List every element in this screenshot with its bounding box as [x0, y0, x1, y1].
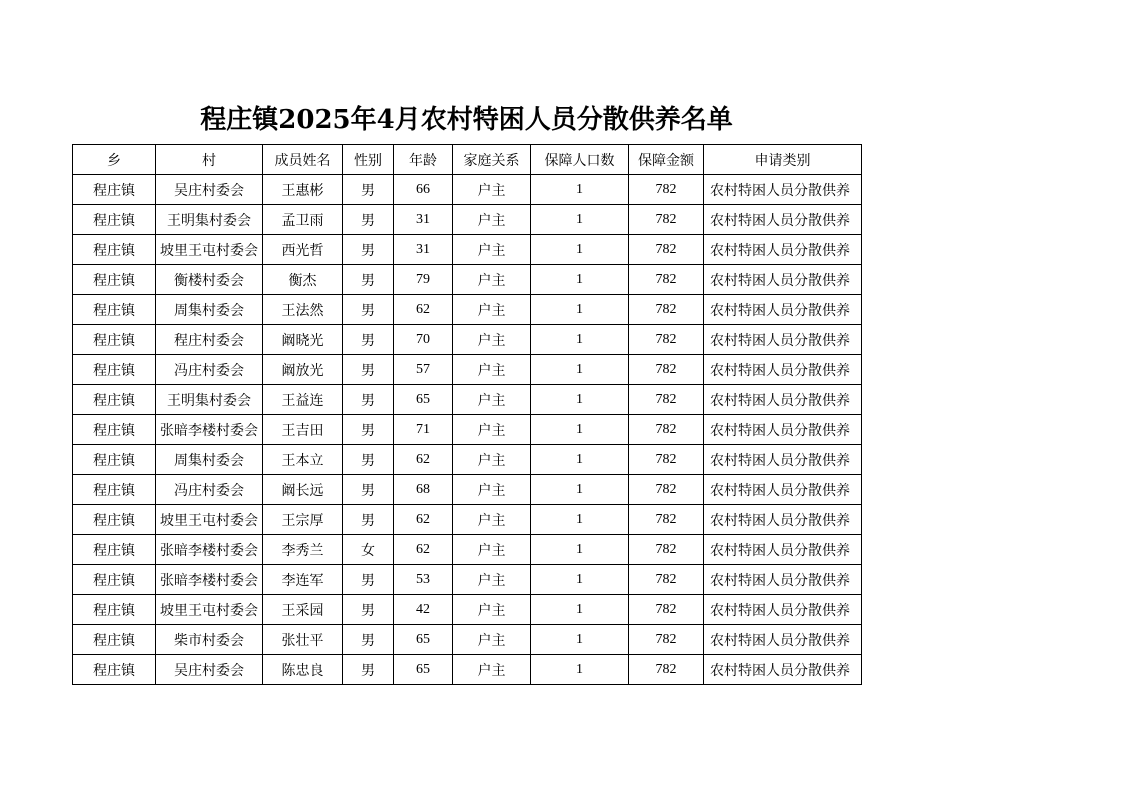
cell-village: 坡里王屯村委会	[156, 595, 263, 625]
cell-family-relation: 户主	[453, 265, 531, 295]
cell-gender: 男	[343, 295, 394, 325]
cell-family-relation: 户主	[453, 415, 531, 445]
cell-member-name: 衡杰	[263, 265, 343, 295]
cell-family-relation: 户主	[453, 385, 531, 415]
cell-township: 程庄镇	[73, 205, 156, 235]
table-row	[73, 475, 862, 505]
cell-application-category: 农村特困人员分散供养	[704, 475, 862, 505]
cell-age: 62	[394, 535, 453, 565]
cell-benefit-amount: 782	[629, 385, 704, 415]
cell-township: 程庄镇	[73, 625, 156, 655]
cell-age: 79	[394, 265, 453, 295]
cell-age: 62	[394, 505, 453, 535]
cell-covered-persons: 1	[531, 625, 629, 655]
cell-age: 65	[394, 655, 453, 685]
cell-covered-persons: 1	[531, 205, 629, 235]
cell-benefit-amount: 782	[629, 505, 704, 535]
cell-benefit-amount: 782	[629, 655, 704, 685]
cell-application-category: 农村特困人员分散供养	[704, 505, 862, 535]
cell-village: 坡里王屯村委会	[156, 505, 263, 535]
cell-village: 吴庄村委会	[156, 175, 263, 205]
cell-member-name: 王法然	[263, 295, 343, 325]
cell-gender: 男	[343, 475, 394, 505]
cell-benefit-amount: 782	[629, 625, 704, 655]
cell-township: 程庄镇	[73, 415, 156, 445]
cell-township: 程庄镇	[73, 175, 156, 205]
cell-township: 程庄镇	[73, 295, 156, 325]
cell-member-name: 王本立	[263, 445, 343, 475]
cell-village: 周集村委会	[156, 295, 263, 325]
cell-benefit-amount: 782	[629, 475, 704, 505]
cell-age: 71	[394, 415, 453, 445]
cell-township: 程庄镇	[73, 475, 156, 505]
cell-covered-persons: 1	[531, 565, 629, 595]
page-title: 程庄镇2025年4月农村特困人员分散供养名单	[200, 105, 733, 135]
cell-member-name: 西光哲	[263, 235, 343, 265]
cell-age: 62	[394, 445, 453, 475]
cell-township: 程庄镇	[73, 505, 156, 535]
cell-covered-persons: 1	[531, 595, 629, 625]
cell-township: 程庄镇	[73, 355, 156, 385]
table-header-row	[73, 145, 862, 175]
cell-benefit-amount: 782	[629, 415, 704, 445]
cell-member-name: 孟卫雨	[263, 205, 343, 235]
cell-member-name: 王宗厚	[263, 505, 343, 535]
cell-age: 65	[394, 385, 453, 415]
table-row	[73, 295, 862, 325]
cell-village: 张暗李楼村委会	[156, 535, 263, 565]
cell-gender: 男	[343, 415, 394, 445]
cell-gender: 男	[343, 175, 394, 205]
header-gender: 性别	[343, 145, 394, 175]
cell-township: 程庄镇	[73, 325, 156, 355]
cell-gender: 男	[343, 265, 394, 295]
cell-township: 程庄镇	[73, 595, 156, 625]
table-row	[73, 265, 862, 295]
cell-member-name: 王惠彬	[263, 175, 343, 205]
cell-village: 吴庄村委会	[156, 655, 263, 685]
cell-village: 冯庄村委会	[156, 355, 263, 385]
cell-covered-persons: 1	[531, 355, 629, 385]
cell-benefit-amount: 782	[629, 565, 704, 595]
cell-age: 62	[394, 295, 453, 325]
cell-age: 68	[394, 475, 453, 505]
header-family-relation: 家庭关系	[453, 145, 531, 175]
cell-benefit-amount: 782	[629, 355, 704, 385]
cell-gender: 男	[343, 565, 394, 595]
cell-application-category: 农村特困人员分散供养	[704, 295, 862, 325]
cell-benefit-amount: 782	[629, 175, 704, 205]
header-township: 乡	[73, 145, 156, 175]
table-row	[73, 535, 862, 565]
cell-village: 坡里王屯村委会	[156, 235, 263, 265]
cell-village: 张暗李楼村委会	[156, 415, 263, 445]
table-row	[73, 205, 862, 235]
cell-age: 65	[394, 625, 453, 655]
header-benefit-amount: 保障金额	[629, 145, 704, 175]
cell-member-name: 阚晓光	[263, 325, 343, 355]
cell-gender: 男	[343, 445, 394, 475]
cell-application-category: 农村特困人员分散供养	[704, 175, 862, 205]
cell-application-category: 农村特困人员分散供养	[704, 385, 862, 415]
table-row	[73, 235, 862, 265]
cell-covered-persons: 1	[531, 445, 629, 475]
cell-gender: 男	[343, 205, 394, 235]
cell-gender: 男	[343, 625, 394, 655]
cell-member-name: 王吉田	[263, 415, 343, 445]
table-row	[73, 445, 862, 475]
cell-age: 57	[394, 355, 453, 385]
cell-township: 程庄镇	[73, 565, 156, 595]
cell-family-relation: 户主	[453, 505, 531, 535]
cell-age: 53	[394, 565, 453, 595]
header-application-category: 申请类别	[704, 145, 862, 175]
cell-application-category: 农村特困人员分散供养	[704, 205, 862, 235]
cell-age: 42	[394, 595, 453, 625]
cell-member-name: 张壮平	[263, 625, 343, 655]
table-row	[73, 505, 862, 535]
cell-family-relation: 户主	[453, 475, 531, 505]
cell-covered-persons: 1	[531, 175, 629, 205]
cell-family-relation: 户主	[453, 235, 531, 265]
table-row	[73, 655, 862, 685]
cell-application-category: 农村特困人员分散供养	[704, 655, 862, 685]
cell-application-category: 农村特困人员分散供养	[704, 355, 862, 385]
cell-family-relation: 户主	[453, 535, 531, 565]
header-member-name: 成员姓名	[263, 145, 343, 175]
table-row	[73, 595, 862, 625]
cell-gender: 女	[343, 535, 394, 565]
table-row	[73, 325, 862, 355]
cell-family-relation: 户主	[453, 625, 531, 655]
cell-covered-persons: 1	[531, 505, 629, 535]
beneficiary-table	[72, 144, 862, 685]
cell-member-name: 阚放光	[263, 355, 343, 385]
cell-benefit-amount: 782	[629, 235, 704, 265]
cell-township: 程庄镇	[73, 265, 156, 295]
cell-covered-persons: 1	[531, 325, 629, 355]
cell-covered-persons: 1	[531, 295, 629, 325]
cell-application-category: 农村特困人员分散供养	[704, 625, 862, 655]
cell-township: 程庄镇	[73, 535, 156, 565]
cell-village: 王明集村委会	[156, 385, 263, 415]
table-row	[73, 565, 862, 595]
cell-family-relation: 户主	[453, 295, 531, 325]
cell-village: 衡楼村委会	[156, 265, 263, 295]
table-row	[73, 355, 862, 385]
cell-covered-persons: 1	[531, 415, 629, 445]
cell-township: 程庄镇	[73, 655, 156, 685]
cell-gender: 男	[343, 595, 394, 625]
header-age: 年龄	[394, 145, 453, 175]
cell-benefit-amount: 782	[629, 325, 704, 355]
cell-application-category: 农村特困人员分散供养	[704, 565, 862, 595]
header-covered-persons: 保障人口数	[531, 145, 629, 175]
cell-family-relation: 户主	[453, 595, 531, 625]
cell-township: 程庄镇	[73, 445, 156, 475]
cell-benefit-amount: 782	[629, 535, 704, 565]
cell-gender: 男	[343, 655, 394, 685]
cell-application-category: 农村特困人员分散供养	[704, 595, 862, 625]
cell-gender: 男	[343, 325, 394, 355]
cell-benefit-amount: 782	[629, 205, 704, 235]
cell-member-name: 李连军	[263, 565, 343, 595]
cell-township: 程庄镇	[73, 235, 156, 265]
cell-age: 70	[394, 325, 453, 355]
cell-family-relation: 户主	[453, 565, 531, 595]
cell-application-category: 农村特困人员分散供养	[704, 535, 862, 565]
cell-family-relation: 户主	[453, 355, 531, 385]
cell-member-name: 王采园	[263, 595, 343, 625]
cell-age: 31	[394, 205, 453, 235]
cell-covered-persons: 1	[531, 535, 629, 565]
cell-benefit-amount: 782	[629, 295, 704, 325]
cell-covered-persons: 1	[531, 655, 629, 685]
header-village: 村	[156, 145, 263, 175]
cell-family-relation: 户主	[453, 445, 531, 475]
table-row	[73, 385, 862, 415]
cell-township: 程庄镇	[73, 385, 156, 415]
cell-gender: 男	[343, 505, 394, 535]
cell-covered-persons: 1	[531, 475, 629, 505]
cell-application-category: 农村特困人员分散供养	[704, 325, 862, 355]
cell-gender: 男	[343, 385, 394, 415]
cell-village: 程庄村委会	[156, 325, 263, 355]
cell-gender: 男	[343, 355, 394, 385]
cell-member-name: 王益连	[263, 385, 343, 415]
cell-benefit-amount: 782	[629, 445, 704, 475]
cell-benefit-amount: 782	[629, 595, 704, 625]
cell-village: 周集村委会	[156, 445, 263, 475]
cell-age: 31	[394, 235, 453, 265]
cell-family-relation: 户主	[453, 325, 531, 355]
table-row	[73, 625, 862, 655]
cell-application-category: 农村特困人员分散供养	[704, 235, 862, 265]
cell-covered-persons: 1	[531, 385, 629, 415]
cell-application-category: 农村特困人员分散供养	[704, 265, 862, 295]
cell-application-category: 农村特困人员分散供养	[704, 445, 862, 475]
cell-village: 王明集村委会	[156, 205, 263, 235]
cell-member-name: 陈忠良	[263, 655, 343, 685]
cell-family-relation: 户主	[453, 205, 531, 235]
cell-family-relation: 户主	[453, 655, 531, 685]
table-row	[73, 415, 862, 445]
cell-member-name: 李秀兰	[263, 535, 343, 565]
cell-application-category: 农村特困人员分散供养	[704, 415, 862, 445]
cell-village: 冯庄村委会	[156, 475, 263, 505]
cell-member-name: 阚长远	[263, 475, 343, 505]
table-row	[73, 175, 862, 205]
cell-gender: 男	[343, 235, 394, 265]
cell-village: 柴市村委会	[156, 625, 263, 655]
cell-covered-persons: 1	[531, 235, 629, 265]
cell-age: 66	[394, 175, 453, 205]
cell-benefit-amount: 782	[629, 265, 704, 295]
cell-covered-persons: 1	[531, 265, 629, 295]
cell-family-relation: 户主	[453, 175, 531, 205]
cell-village: 张暗李楼村委会	[156, 565, 263, 595]
